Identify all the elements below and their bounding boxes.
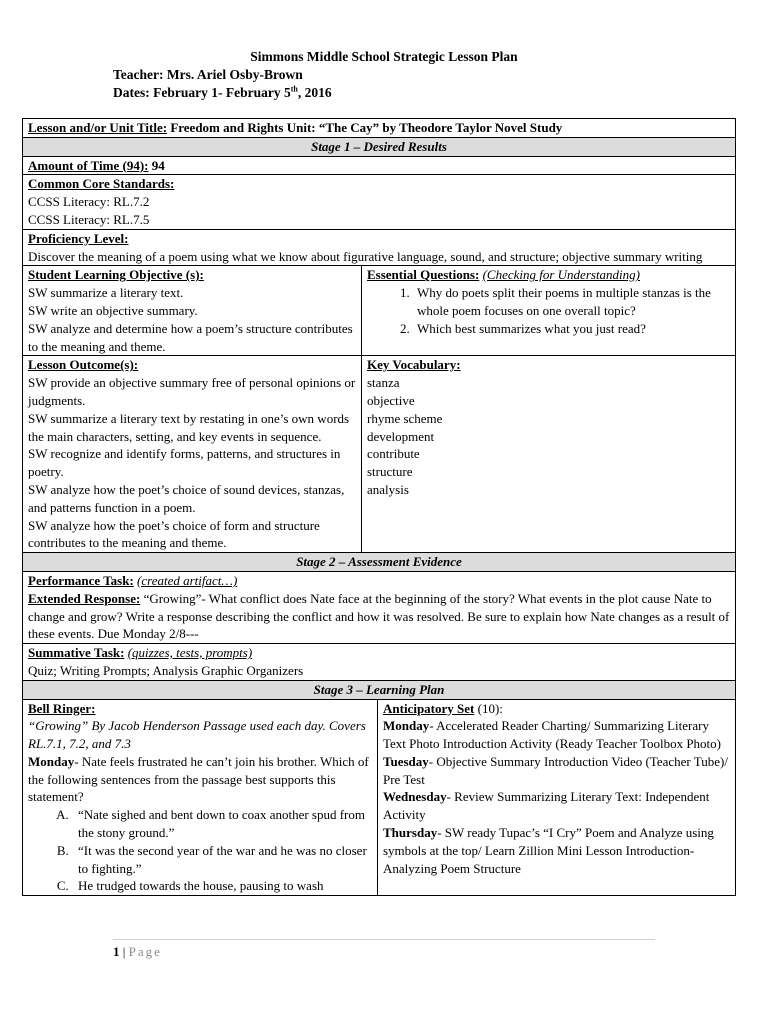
extended-response-text: “Growing”- What conflict does Nate face at the beginning of the story? What events in the plot cause Nate to change and grow? Write a response describing the conflict and how it was resolved. Be sure to explain how Nate changes as a result of these events. Due Monday 2/8--- (28, 590, 730, 642)
anticipatory-day: Wednesday (383, 789, 447, 805)
outcome-item: SW recognize and identify forms, patterns, and structures in poetry. (28, 446, 341, 480)
anticipatory-day: Tuesday (383, 753, 429, 769)
outcome-item: SW summarize a literary text by restating in one’s own words the main characters, setting, and key events in sequence. (28, 410, 350, 444)
performance-note: (created artifact…) (137, 572, 238, 588)
vocab-word: structure (367, 464, 413, 480)
proficiency-text: Discover the meaning of a poem using what we know about figurative language, sound, and structure; objective summary writing (28, 248, 703, 264)
footer-divider (113, 939, 655, 940)
vocab-word: contribute (367, 446, 420, 462)
anticipatory-text: - SW ready Tupac’s “I Cry” Poem and Analyze using symbols at the top/ Learn Zillion Mini Lesson Introduction- Analyzing Poem Structure (383, 825, 714, 876)
outcome-item: SW analyze how the poet’s choice of form and structure contributes to the meaning and theme. (28, 517, 320, 551)
summative-label: Summative Task: (28, 645, 125, 661)
bell-ringer-label: Bell Ringer: (28, 700, 96, 716)
standard-item: CCSS Literacy: RL.7.5 (28, 211, 150, 227)
essential-list (367, 284, 730, 337)
proficiency-row (23, 229, 736, 266)
document-title: Simmons Middle School Strategic Lesson Plan (250, 49, 518, 64)
objective-item: SW write an objective summary. (28, 302, 198, 318)
anticipatory-text: - Accelerated Reader Charting/ Summarizing Literary Text Photo Introduction Activity (Ready Teacher Toolbox Photo) (383, 718, 721, 752)
stage1-heading: Stage 1 – Desired Results (23, 137, 736, 156)
time-row (23, 156, 736, 175)
outcome-item: SW analyze how the poet’s choice of sound devices, stanzas, and patterns function in a poem. (28, 481, 345, 515)
page-number: 1 (113, 944, 120, 959)
extended-response-label: Extended Response: (28, 590, 141, 606)
objective-item: SW summarize a literary text. (28, 285, 184, 301)
anticipatory-time: (10): (474, 700, 503, 716)
dates-text: Dates: February 1- February 5 (113, 84, 291, 100)
unit-row (23, 119, 736, 138)
performance-row (23, 571, 736, 643)
objectives-label: Student Learning Objective (s): (28, 267, 204, 283)
summative-note: (quizzes, tests, prompts) (127, 645, 253, 661)
bell-ringer-intro: “Growing” By Jacob Henderson Passage used each day. Covers RL.7.1, 7.2, and 7.3 (28, 718, 366, 752)
summative-row (23, 644, 736, 681)
vocabulary-label: Key Vocabulary: (367, 357, 461, 373)
dates-sup: th (290, 84, 298, 94)
summative-text: Quiz; Writing Prompts; Analysis Graphic Organizers (28, 662, 304, 678)
outcomes-row (23, 356, 736, 553)
page-separator: | (119, 944, 129, 959)
page-footer (113, 943, 162, 961)
vocab-word: development (367, 428, 435, 444)
page-label: Page (128, 944, 162, 959)
performance-label: Performance Task: (28, 572, 134, 588)
choice-item: B. “It was the second year of the war and he was no closer to fighting.” (72, 842, 372, 878)
vocab-word: objective (367, 392, 415, 408)
vocab-word: analysis (367, 481, 409, 497)
essential-question: 2. Which best summarizes what you just read? (413, 320, 730, 338)
unit-value: Freedom and Rights Unit: “The Cay” by Theodore Taylor Novel Study (167, 120, 563, 135)
objective-item: SW analyze and determine how a poem’s structure contributes to the meaning and theme. (28, 320, 353, 354)
dates-line (113, 84, 768, 102)
anticipatory-day: Monday (383, 718, 430, 734)
stage3-heading: Stage 3 – Learning Plan (23, 680, 736, 699)
standards-row (23, 175, 736, 229)
essential-note: (Checking for Understanding) (482, 267, 640, 283)
bell-ringer-choices (28, 806, 372, 895)
essential-question: 1. Why do poets split their poems in multiple stanzas is the whole poem focuses on one overall topic? (413, 284, 730, 320)
lesson-plan-table (22, 118, 736, 896)
learning-plan-row (23, 699, 736, 896)
bell-ringer-day: Monday (28, 753, 75, 769)
stage2-heading: Stage 2 – Assessment Evidence (23, 553, 736, 572)
objectives-row (23, 266, 736, 356)
outcome-item: SW provide an objective summary free of personal opinions or judgments. (28, 375, 356, 408)
time-label: Amount of Time (94): (28, 157, 149, 173)
unit-label: Lesson and/or Unit Title: (28, 120, 168, 135)
outcomes-label: Lesson Outcome(s): (28, 357, 139, 373)
vocab-word: rhyme scheme (367, 410, 443, 426)
anticipatory-label: Anticipatory Set (383, 700, 475, 716)
anticipatory-day: Thursday (383, 825, 438, 841)
choice-item: A. “Nate sighed and bent down to coax another spud from the stony ground.” (72, 806, 372, 842)
standards-label: Common Core Standards: (28, 176, 175, 192)
bell-ringer-prompt: - Nate feels frustrated he can’t join his brother. Which of the following sentences from the passage best supports this statement? (28, 753, 369, 805)
standard-item: CCSS Literacy: RL.7.2 (28, 194, 150, 210)
vocab-word: stanza (367, 375, 400, 391)
time-value: 94 (148, 157, 165, 173)
choice-item: C. He trudged towards the house, pausing to wash (72, 877, 372, 895)
anticipatory-text: - Objective Summary Introduction Video (Teacher Tube)/ Pre Test (383, 753, 728, 787)
dates-year: , 2016 (297, 84, 332, 100)
anticipatory-text: - Review Summarizing Literary Text: Independent Activity (383, 789, 710, 823)
proficiency-label: Proficiency Level: (28, 230, 129, 246)
document-header (0, 48, 768, 101)
essential-label: Essential Questions: (367, 267, 480, 283)
teacher-line: Teacher: Mrs. Ariel Osby-Brown (113, 66, 303, 82)
